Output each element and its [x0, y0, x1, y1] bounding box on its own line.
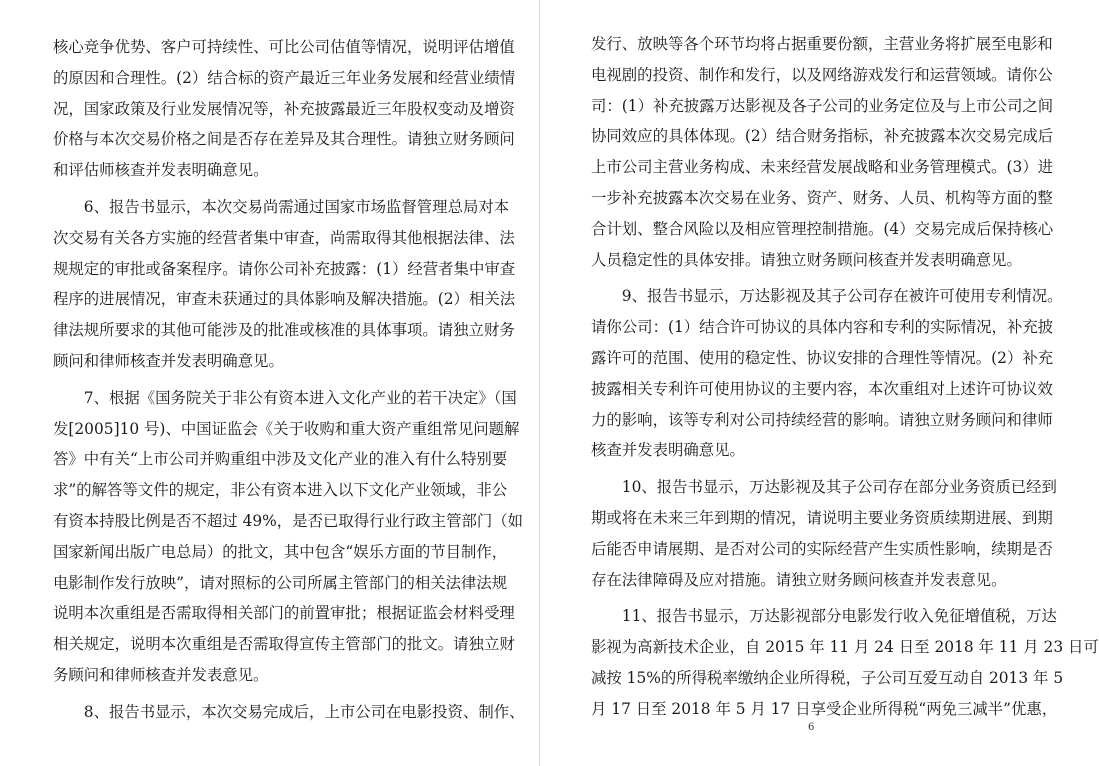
text-line: 务顾问和律师核查并发表意见。 [53, 665, 269, 684]
text-line: 力的影响，该等专利对公司持续经营的影响。请独立财务顾问和律师 [591, 410, 1053, 429]
text-line: 7、根据《国务院关于非公有资本进入文化产业的若干决定》（国 [83, 388, 517, 407]
text-line: 发[2005]10 号)、中国证监会《关于收购和重大资产重组常见问题解 [53, 419, 520, 438]
text-line: 合计划、整合风险以及相应管理控制措施。(4）交易完成后保持核心 [591, 219, 1054, 238]
text-line: 律法规所要求的其他可能涉及的批准或核准的具体事项。请独立财务 [53, 321, 515, 340]
text-line: 后能否申请展期、是否对公司的实际经营产生实质性影响，续期是否 [591, 539, 1053, 558]
text-line: 价格与本次交易价格之间是否存在差异及其合理性。请独立财务顾问 [53, 130, 515, 149]
text-line: 露许可的范围、使用的稳定性、协议安排的合理性等情况。(2）补充 [591, 348, 1054, 367]
text-line: 11、报告书显示，万达影视部分电影发行收入免征增值税，万达 [621, 607, 1057, 626]
text-line: 上市公司主营业务构成、未来经营发展战略和业务管理模式。(3）进 [591, 158, 1054, 177]
text-line: 电影制作发行放映”，请对照标的公司所属主管部门的相关法律法规 [53, 573, 508, 592]
text-line: 月 17 日至 2018 年 5 月 17 日享受企业所得税“两免三减半”优惠， [591, 699, 1058, 718]
text-line: 核查并发表明确意见。 [591, 441, 745, 460]
text-line: 求”的解答等文件的规定，非公有资本进入以下文化产业领域，非公 [53, 481, 508, 500]
text-line: 司：(1）补充披露万达影视及各子公司的业务定位及与上市公司之间 [591, 96, 1054, 115]
left-page [0, 0, 540, 766]
text-line: 请你公司：(1）结合许可协议的具体内容和专利的实际情况，补充披 [591, 318, 1054, 337]
text-line: 电视剧的投资、制作和发行，以及网络游戏发行和运营领域。请你公 [591, 65, 1053, 84]
right-page [540, 0, 1099, 766]
text-line: 次交易有关各方实施的经营者集中审查，尚需取得其他根据法律、法 [53, 228, 515, 247]
text-line: 存在法律障碍及应对措施。请独立财务顾问核查并发表意见。 [591, 570, 1007, 589]
text-line: 顾问和律师核查并发表明确意见。 [53, 351, 284, 370]
text-line: 和评估师核查并发表明确意见。 [53, 161, 269, 180]
text-line: 期或将在未来三年到期的情况，请说明主要业务资质续期进展、到期 [591, 508, 1053, 527]
text-line: 6、报告书显示，本次交易尚需通过国家市场监督管理总局对本 [83, 197, 510, 216]
text-line: 规规定的审批或备案程序。请你公司补充披露：(1）经营者集中审查 [53, 259, 516, 278]
page-number: 6 [808, 722, 815, 733]
text-line: 答》中有关“上市公司并购重组中涉及文化产业的准入有什么特别要 [53, 450, 508, 469]
text-line: 说明本次重组是否需取得相关部门的前置审批；根据证监会材料受理 [53, 604, 515, 623]
text-line: 相关规定，说明本次重组是否需取得宣传主管部门的批文。请独立财 [53, 635, 515, 654]
text-line: 9、报告书显示，万达影视及其子公司存在被许可使用专利情况。 [621, 287, 1063, 306]
text-line: 发行、放映等各个环节均将占据重要份额，主营业务将扩展至电影和 [591, 35, 1053, 53]
text-line: 影视为高新技术企业，自 2015 年 11 月 24 日至 2018 年 11 月 23 日可 [591, 638, 1099, 657]
text-line: 程序的进展情况，审查未获通过的具体影响及解决措施。(2）相关法 [53, 290, 516, 309]
right-page-body [591, 29, 1099, 725]
text-line: 一步补充披露本次交易在业务、资产、财务、人员、机构等方面的整 [591, 188, 1053, 207]
left-page-body [53, 32, 525, 728]
text-line: 况，国家政策及行业发展情况等，补充披露最近三年股权变动及增资 [53, 99, 515, 118]
text-line: 有资本持股比例是否不超过 49%，是否已取得行业行政主管部门（如 [53, 511, 524, 530]
text-line: 国家新闻出版广电总局）的批文，其中包含“娱乐方面的节目制作， [53, 542, 508, 561]
text-line: 10、报告书显示，万达影视及其子公司存在部分业务资质已经到 [621, 478, 1057, 497]
text-line: 人员稳定性的具体安排。请独立财务顾问核查并发表明确意见。 [591, 250, 1022, 269]
text-line: 的原因和合理性。(2）结合标的资产最近三年业务发展和经营业绩情 [53, 68, 516, 87]
text-line: 核心竞争优势、客户可持续性、可比公司估值等情况，说明评估增值 [53, 38, 515, 56]
text-line: 协同效应的具体体现。(2）结合财务指标，补充披露本次交易完成后 [591, 127, 1054, 146]
text-line: 减按 15%的所得税率缴纳企业所得税，子公司互爱互动自 2013 年 5 [591, 668, 1064, 687]
text-line: 8、报告书显示，本次交易完成后，上市公司在电影投资、制作、 [83, 702, 525, 721]
text-line: 披露相关专利许可使用协议的主要内容，本次重组对上述许可协议效 [591, 379, 1053, 398]
